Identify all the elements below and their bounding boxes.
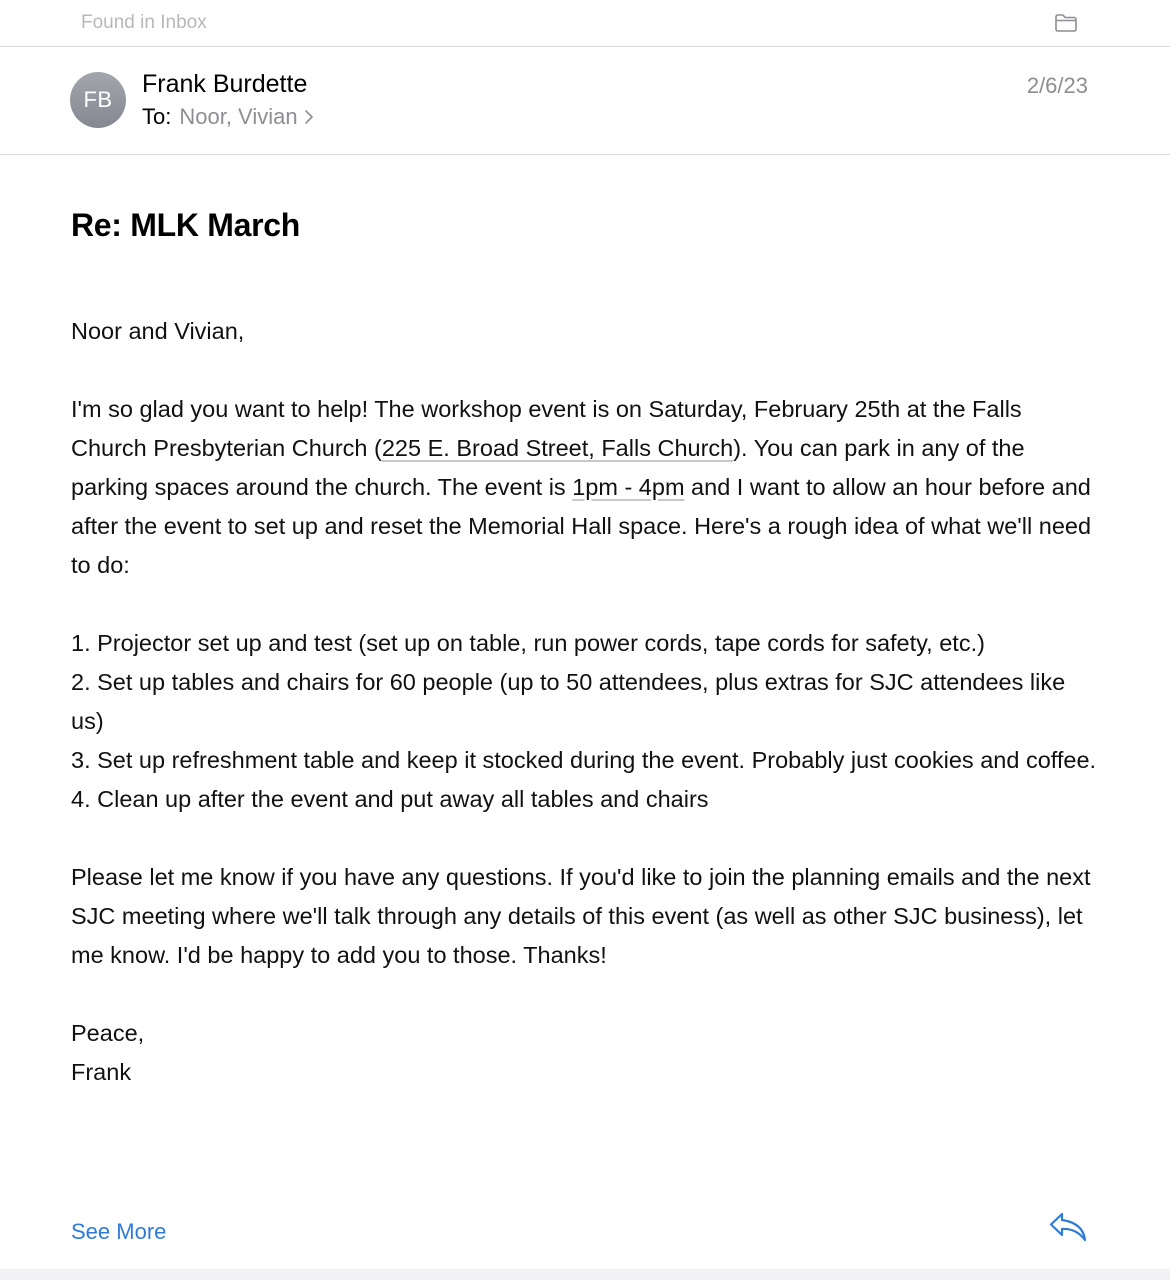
body-paragraph-1 <box>71 390 1101 585</box>
list-item: 3. Set up refreshment table and keep it stocked during the event. Probably just cookies and coffee. <box>71 747 1097 773</box>
greeting: Noor and Vivian, <box>71 318 245 344</box>
see-more-button[interactable]: See More <box>71 1219 167 1244</box>
list-item: 4. Clean up after the event and put away all tables and chairs <box>71 786 709 812</box>
paragraph-text: ). You can park in any of the parking spaces around the church. The event is <box>71 435 1025 500</box>
body-paragraph-2: Please let me know if you have any questions. If you'd like to join the planning emails and the next SJC meeting where we'll talk through any details of this event (as well as other SJC business), let me know. I'd be happy to add you to those. Thanks! <box>71 864 1091 968</box>
top-bar <box>0 0 1170 47</box>
avatar: FB <box>70 72 126 128</box>
message-date: 2/6/23 <box>1026 73 1088 98</box>
bottom-edge <box>0 1269 1170 1280</box>
sender-name[interactable]: Frank Burdette <box>142 70 308 98</box>
message-header <box>0 47 1170 155</box>
message-subject: Re: MLK March <box>71 207 301 243</box>
signoff: Peace, <box>71 1020 145 1046</box>
found-in-inbox-label: Found in Inbox <box>81 12 207 33</box>
event-time-link[interactable]: 1pm - 4pm <box>572 474 685 500</box>
recipients-line[interactable] <box>142 104 314 130</box>
signature: Frank <box>71 1059 132 1085</box>
folder-icon[interactable] <box>1054 12 1078 34</box>
recipients[interactable]: Noor, Vivian <box>179 104 298 129</box>
to-label: To: <box>142 104 172 129</box>
paragraph-text: and I want to allow an hour before and after the event to set up and reset the Memorial Hall space. Here's a rough idea of what we'll need to do: <box>71 474 1092 578</box>
address-link[interactable]: 225 E. Broad Street, Falls Church <box>381 435 734 461</box>
paragraph-text: I'm so glad you want to help! The workshop event is on Saturday, February 25th at the Falls Church Presbyterian Church ( <box>71 396 1022 461</box>
message-body <box>71 312 1101 1092</box>
list-item: 1. Projector set up and test (set up on table, run power cords, tape cords for safety, etc.) <box>71 630 985 656</box>
list-item: 2. Set up tables and chairs for 60 people (up to 50 attendees, plus extras for SJC attendees like us) <box>71 669 1066 734</box>
reply-icon[interactable] <box>1048 1210 1088 1244</box>
chevron-right-icon[interactable] <box>304 109 314 125</box>
